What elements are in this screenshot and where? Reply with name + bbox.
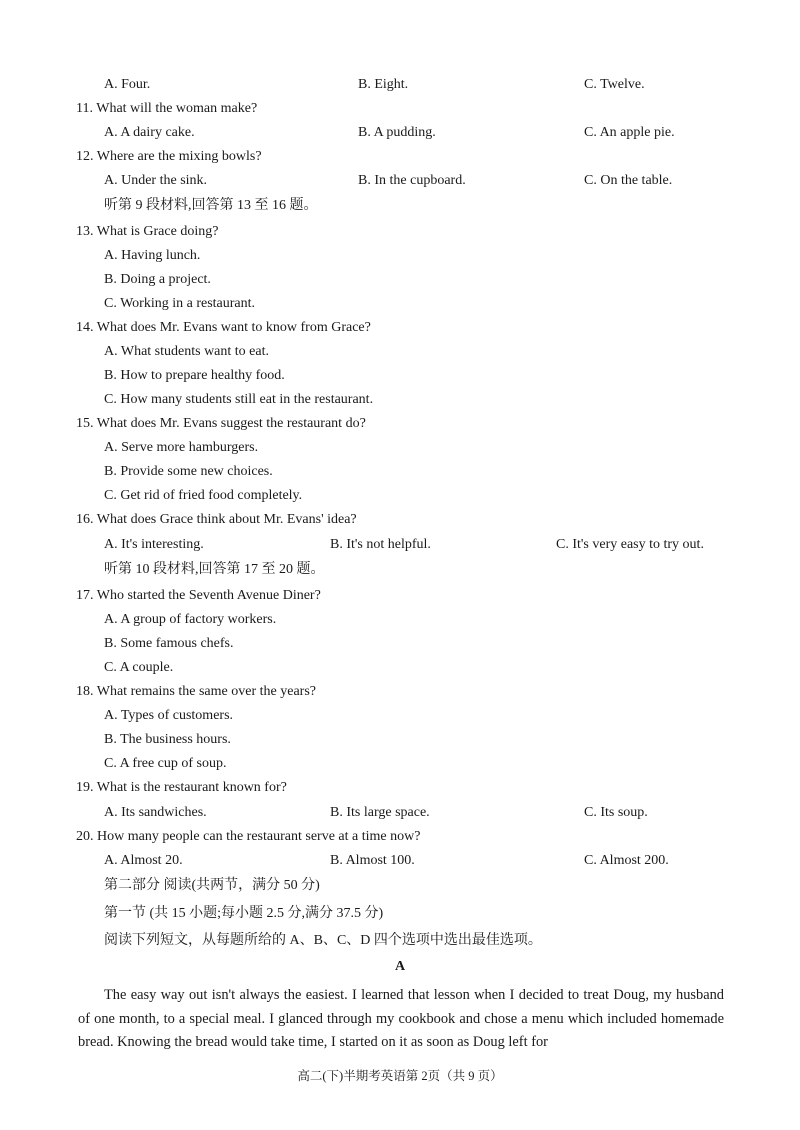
q14-stem: 14. What does Mr. Evans want to know from Grace?: [76, 320, 371, 335]
q17-option-c: C. A couple.: [104, 660, 174, 675]
q14-option-a: A. What students want to eat.: [104, 344, 269, 359]
q18-option-b: B. The business hours.: [104, 732, 231, 747]
q13-option-a: A. Having lunch.: [104, 248, 201, 263]
q20-option-c: C. Almost 200.: [584, 853, 669, 868]
q20-option-b: B. Almost 100.: [330, 853, 415, 868]
q16-option-c: C. It's very easy to try out.: [556, 537, 704, 552]
q15-option-a: A. Serve more hamburgers.: [104, 440, 259, 455]
q11-stem: 11. What will the woman make?: [76, 101, 258, 116]
q18-option-c: C. A free cup of soup.: [104, 756, 227, 771]
q19-stem: 19. What is the restaurant known for?: [76, 780, 287, 795]
section2-instruction: 阅读下列短文，从每题所给的 A、B、C、D 四个选项中选出最佳选项。: [104, 933, 542, 948]
q15-option-b: B. Provide some new choices.: [104, 464, 273, 479]
q18-option-a: A. Types of customers.: [104, 708, 234, 723]
q10-option-b: B. Eight.: [358, 77, 409, 92]
q12-option-c: C. On the table.: [584, 173, 673, 188]
q17-stem: 17. Who started the Seventh Avenue Diner?: [76, 588, 321, 603]
q10-option-c: C. Twelve.: [584, 77, 645, 92]
q20-option-a: A. Almost 20.: [104, 853, 183, 868]
q18-stem: 18. What remains the same over the years?: [76, 684, 316, 699]
q12-option-a: A. Under the sink.: [104, 173, 208, 188]
q12-stem: 12. Where are the mixing bowls?: [76, 149, 262, 164]
q19-option-a: A. Its sandwiches.: [104, 805, 207, 820]
q17-option-a: A. A group of factory workers.: [104, 612, 277, 627]
q11-option-a: A. A dairy cake.: [104, 125, 195, 140]
q13-stem: 13. What is Grace doing?: [76, 224, 219, 239]
section2-part1: 第一节 (共 15 小题;每小题 2.5 分,满分 37.5 分): [104, 906, 384, 921]
q13-option-c: C. Working in a restaurant.: [104, 296, 256, 311]
passage-label: A: [394, 959, 406, 974]
q11-option-c: C. An apple pie.: [584, 125, 675, 140]
q19-option-b: B. Its large space.: [330, 805, 430, 820]
q16-option-a: A. It's interesting.: [104, 537, 204, 552]
q14-option-b: B. How to prepare healthy food.: [104, 368, 285, 383]
q16-option-b: B. It's not helpful.: [330, 537, 431, 552]
q13-option-b: B. Doing a project.: [104, 272, 211, 287]
q11-option-b: B. A pudding.: [358, 125, 436, 140]
q15-option-c: C. Get rid of fried food completely.: [104, 488, 303, 503]
q16-stem: 16. What does Grace think about Mr. Evans' idea?: [76, 512, 357, 527]
instruction-segment-10: 听第 10 段材料,回答第 17 至 20 题。: [104, 562, 325, 577]
q12-option-b: B. In the cupboard.: [358, 173, 466, 188]
section2-title: 第二部分 阅读(共两节，满分 50 分): [104, 878, 320, 893]
page-footer: 高二(下)半期考英语第 2页（共 9 页）: [297, 1069, 503, 1083]
q20-stem: 20. How many people can the restaurant serve at a time now?: [76, 829, 421, 844]
q17-option-b: B. Some famous chefs.: [104, 636, 234, 651]
passage-text: The easy way out isn't always the easiest. I learned that lesson when I decided to treat Doug, my husband of one month, to a special meal. I glanced through my cookbook and chose a menu which included homemade bread. Knowing the bread would take time, I started on it as soon as Doug left for: [78, 987, 724, 1050]
q19-option-c: C. Its soup.: [584, 805, 648, 820]
q14-option-c: C. How many students still eat in the restaurant.: [104, 392, 374, 407]
instruction-segment-9: 听第 9 段材料,回答第 13 至 16 题。: [104, 198, 318, 213]
q15-stem: 15. What does Mr. Evans suggest the restaurant do?: [76, 416, 366, 431]
q10-option-a: A. Four.: [104, 77, 151, 92]
